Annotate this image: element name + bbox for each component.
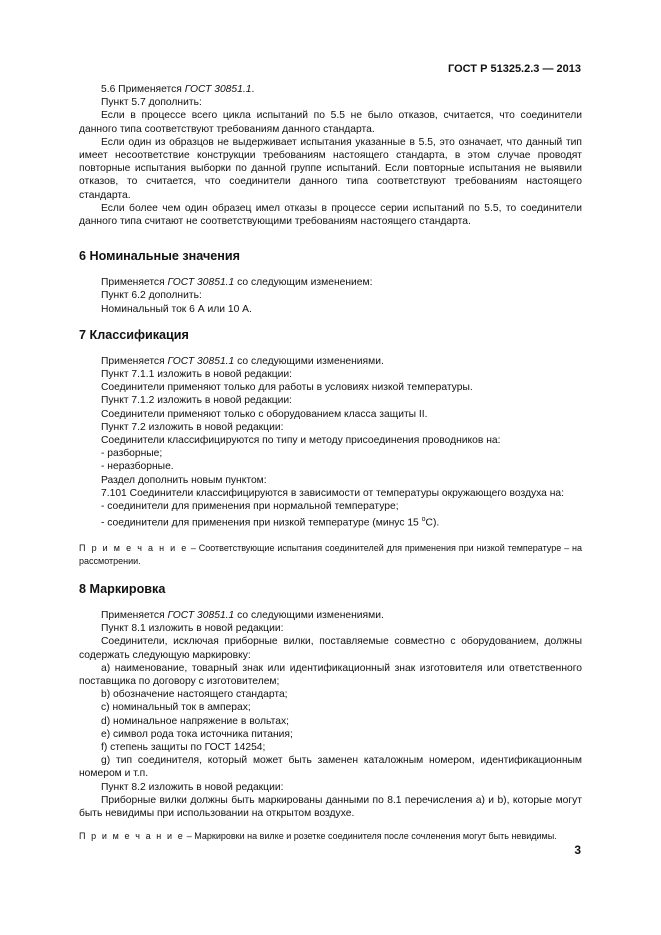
list-item: - неразборные.: [101, 461, 174, 473]
standard-reference: ГОСТ 30851.1: [167, 355, 235, 367]
paragraph: Соединители классифицируются по типу и методу присоединения проводников на:: [101, 435, 501, 447]
standard-reference: ГОСТ 30851.1: [184, 84, 252, 95]
list-item: - соединители для применения при низкой температуре (минус 15 $^о$С).: [101, 516, 440, 529]
paragraph: Пункт 7.2 изложить в новой редакции:: [101, 421, 284, 433]
list-item: d) номинальное напряжение в вольтах;: [101, 715, 289, 727]
paragraph: Соединители, исключая приборные вилки, поставляемые совместно с оборудованием, должны содержать следующую маркировку:: [79, 636, 582, 661]
list-item: f) степень защиты по ГОСТ 14254;: [101, 741, 266, 753]
paragraph: Пункт 8.2 изложить в новой редакции:: [101, 781, 284, 793]
list-item: - соединители для применения при нормальной температуре;: [101, 501, 399, 513]
document-body: [79, 83, 582, 843]
standard-reference: ГОСТ 30851.1: [167, 609, 235, 621]
note-label: П р и м е ч а н и е: [79, 831, 185, 842]
paragraph: Соединители применяют только для работы в условиях низкой температуры.: [101, 382, 473, 394]
paragraph: Пункт 8.1 изложить в новой редакции:: [101, 623, 284, 635]
paragraph: Пункт 7.1.1 изложить в новой редакции:: [101, 369, 293, 381]
document-header: ГОСТ Р 51325.2.3 — 2013: [447, 63, 581, 75]
paragraph: Соединители применяют только с оборудованием класса защиты II.: [101, 408, 428, 420]
clause-5-7-intro: Пункт 5.7 дополнить:: [101, 97, 202, 109]
list-item: b) обозначение настоящего стандарта;: [101, 689, 288, 701]
note: П р и м е ч а н и е – Соответствующие испытания соединителей для применения при низкой температуре – на рассмотрении.: [79, 542, 582, 566]
clause-5-6: 5.6 Применяется ГОСТ 30851.1.: [101, 84, 255, 95]
applies-line: Применяется ГОСТ 30851.1 со следующими изменениями.: [101, 609, 384, 621]
note-label: П р и м е ч а н и е: [79, 542, 188, 553]
section-heading-7: 7 Классификация: [79, 327, 189, 342]
degree-mark: о: [421, 516, 426, 524]
page-number: 3: [574, 843, 581, 857]
applies-line: Применяется ГОСТ 30851.1 со следующим изменением:: [101, 277, 373, 289]
list-item: g) тип соединителя, который может быть заменен каталожным номером, идентификационным номером и т.п.: [79, 755, 582, 780]
list-item: - разборные;: [101, 448, 163, 460]
section-heading-8: 8 Маркировка: [79, 581, 166, 596]
paragraph: Номинальный ток 6 А или 10 А.: [101, 303, 252, 315]
standard-reference: ГОСТ 30851.1: [167, 277, 235, 289]
paragraph: Если один из образцов не выдерживает испытания указанные в 5.5, это означает, что данный тип имеет несоответствие конструкции требованиям настоящего стандарта, в этом случае проводят повторные испытания выборки по данной группе испытаний. Если повторные испытания не выявили отказов, то считается, что соединители данного типа соответствуют требованиям настоящего стандарта.: [79, 136, 582, 201]
paragraph: Если в процессе всего цикла испытаний по 5.5 не было отказов, считается, что соединители данного типа соответствуют требованиям данного стандарта.: [79, 110, 582, 135]
applies-line: Применяется ГОСТ 30851.1 со следующими изменениями.: [101, 355, 384, 367]
paragraph: Приборные вилки должны быть маркированы данными по 8.1 перечисления а) и b), которые могут быть невидимы при использовании на открытом воздухе.: [79, 794, 582, 819]
list-item: c) номинальный ток в амперах;: [101, 702, 251, 714]
section-heading-6: 6 Номинальные значения: [79, 249, 240, 264]
paragraph: Пункт 6.2 дополнить:: [101, 290, 202, 302]
paragraph: Раздел дополнить новым пунктом:: [101, 474, 267, 486]
paragraph: 7.101 Соединители классифицируются в зависимости от температуры окружающего воздуха на:: [101, 487, 565, 499]
note: П р и м е ч а н и е – Маркировки на вилке и розетке соединителя после сочленения могут быть невидимы.: [79, 831, 557, 842]
paragraph: Пункт 7.1.2 изложить в новой редакции:: [101, 395, 293, 407]
list-item: e) символ рода тока источника питания;: [101, 728, 293, 740]
list-item: а) наименование, товарный знак или идентификационный знак изготовителя или ответственного поставщика по договору с изготовителем;: [79, 662, 582, 687]
paragraph: Если более чем один образец имел отказы в процессе серии испытаний по 5.5, то соединители данного типа считают не соответствующими требованиям настоящего стандарта.: [79, 202, 582, 228]
